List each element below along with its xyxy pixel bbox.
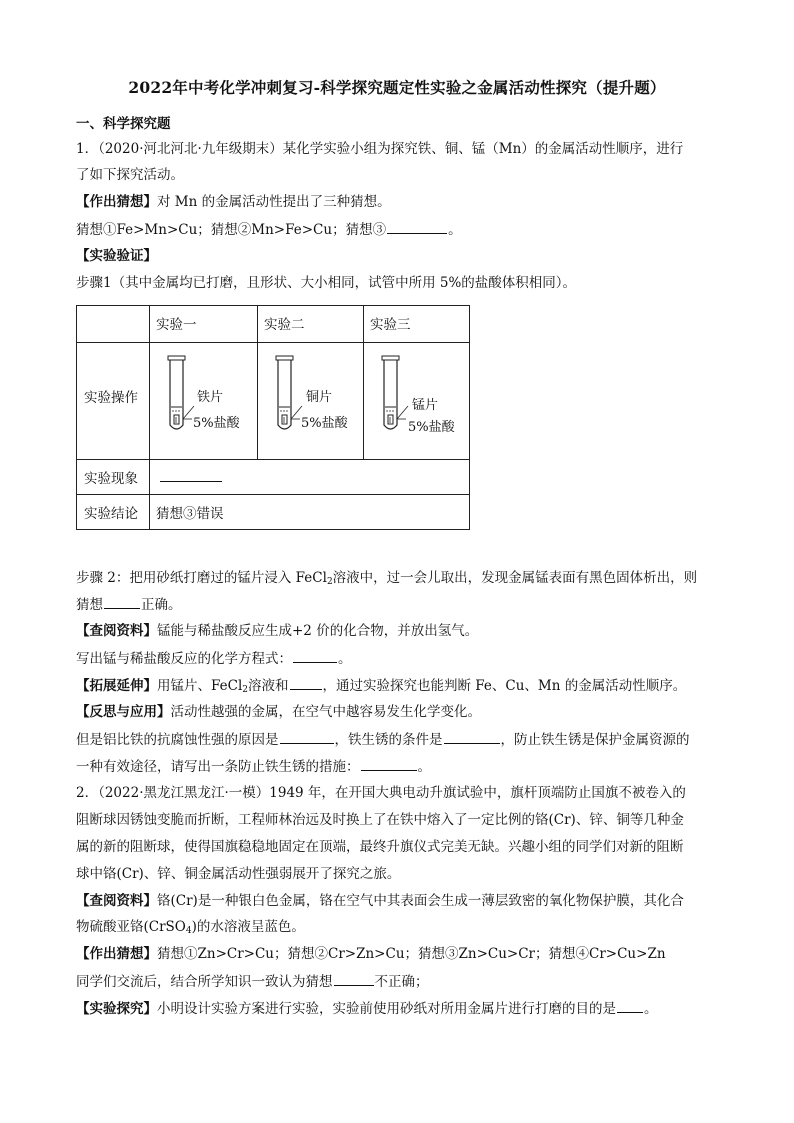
q1-aluminium (76, 730, 690, 749)
equation-end: 。 (338, 651, 352, 667)
q1-step2 (76, 569, 697, 591)
q2-experiment (76, 999, 658, 1018)
q2-experiment-end: 。 (644, 1001, 658, 1017)
q2-discuss (76, 972, 429, 991)
guess-tag: 【作出猜想】 (76, 194, 157, 210)
reflect-tag: 【反思与应用】 (76, 704, 171, 720)
header-exp-3: 实验三 (370, 317, 411, 333)
guess-list-end: 。 (448, 222, 462, 238)
step2-text-a: 步骤 2：把用砂纸打磨过的锰片浸入 FeCl (76, 570, 327, 586)
prevent-end: 。 (417, 759, 431, 775)
q1-step2-cont (76, 595, 182, 614)
q2-line-3: 属的新的阻断球，使得国旗稳稳地固定在顶端，最终升旗仪式完美无缺。兴趣小组的同学们对新的阻断 (76, 839, 684, 855)
verify-tag: 【实验验证】 (76, 248, 157, 264)
aluminium-text-b: ，铁生锈的条件是 (334, 732, 443, 748)
extension-text-a: 用锰片、FeCl (157, 678, 243, 694)
q1-info (76, 622, 478, 640)
aluminium-text-a: 但是铝比铁的抗腐蚀性强的原因是 (76, 732, 279, 748)
reflect-text: 活动性越强的金属，在空气中越容易发生化学变化。 (170, 704, 481, 720)
answer-blank-extension[interactable] (290, 676, 322, 690)
q2-info-tag: 【查阅资料】 (76, 893, 157, 909)
equation-prompt: 写出锰与稀盐酸反应的化学方程式： (76, 651, 292, 667)
info-text: 锰能与稀盐酸反应生成+2 价的化合物，并放出氢气。 (157, 623, 479, 639)
q2-line-4: 球中铬(Cr)、锌、铜金属活动性强弱展开了探究之旅。 (76, 866, 401, 882)
experiment-table (76, 305, 470, 530)
q2-discuss-a: 同学们交流后，结合所学知识一致认为猜想 (76, 974, 333, 990)
q1-reflect (76, 703, 481, 721)
q2-info (76, 892, 684, 910)
q2-info-l2-a: 物硫酸亚铬(CrSO (76, 919, 186, 935)
tube-3-acid-label: 5%盐酸 (408, 420, 455, 435)
q2-guess-tag: 【作出猜想】 (76, 946, 157, 962)
q2-info-line-2 (76, 918, 305, 940)
tube-1-acid-label: 5%盐酸 (193, 416, 240, 431)
answer-blank-polish-purpose[interactable] (617, 999, 643, 1013)
q1-line-2: 了如下探究活动。 (76, 167, 184, 183)
tube-1-metal-label: 铁片 (197, 390, 224, 405)
q1-guess-list (76, 220, 462, 239)
conclusion-text: 猜想③错误 (156, 506, 224, 522)
answer-blank-equation[interactable] (293, 649, 337, 663)
row-label-operation: 实验操作 (84, 390, 138, 406)
step2-text-b: 溶液中，过一会儿取出，发现金属锰表面有黑色固体析出，则 (332, 570, 698, 586)
tube-3-metal-label: 锰片 (412, 398, 439, 413)
guess-list-text: 猜想①Fe>Mn>Cu；猜想②Mn>Fe>Cu；猜想③ (76, 222, 387, 238)
answer-blank-aluminium[interactable] (280, 730, 334, 744)
q1-prevent (76, 757, 431, 776)
header-exp-2: 实验二 (264, 317, 305, 333)
q2-experiment-text: 小明设计实验方案进行实验，实验前使用砂纸对所用金属片进行打磨的目的是 (157, 1001, 616, 1017)
answer-blank-wrong-guess[interactable] (334, 972, 374, 986)
guess-text: 对 Mn 的金属活动性提出了三种猜想。 (157, 194, 391, 210)
answer-blank-guess-correct[interactable] (104, 595, 140, 609)
q2-guess (76, 945, 666, 963)
step2-subscript: 2 (326, 577, 333, 587)
answer-blank-prevent[interactable] (361, 757, 417, 771)
aluminium-text-c: ，防止铁生锈是保护金属资源的 (500, 732, 690, 748)
extension-text-b: 溶液和 (248, 678, 289, 694)
q2-line-1: 2．（2022·黑龙江黑龙江·一模）1949 年，在开国大典电动升旗试验中，旗杆顶端防止国旗不被卷入的 (76, 785, 686, 801)
answer-blank-rust-condition[interactable] (444, 730, 500, 744)
extension-tag: 【拓展延伸】 (76, 678, 157, 694)
step2-text-c2: 正确。 (141, 597, 182, 613)
extension-text-c: ，通过实验探究也能判断 Fe、Cu、Mn 的金属活动性顺序。 (322, 678, 687, 694)
row-label-phenomenon: 实验现象 (84, 471, 138, 487)
q2-line-2: 阻断球因锈蚀变脆而折断，工程师林治远及时换上了在铁中熔入了一定比例的铬(Cr)、锌、铜等几种金 (76, 812, 684, 828)
answer-blank-phenomenon[interactable] (159, 468, 223, 486)
tube-2-acid-label: 5%盐酸 (301, 416, 348, 431)
q1-line-1: 1．（2020·河北河北·九年级期末）某化学实验小组为探究铁、铜、锰（Mn）的金属活动性顺序，进行 (76, 141, 684, 157)
answer-blank-guess3[interactable] (387, 220, 447, 234)
page-title: 2022年中考化学冲刺复习-科学探究题定性实验之金属活动性探究（提升题） (128, 78, 666, 97)
q2-discuss-b: 不正确； (374, 974, 429, 990)
q1-equation (76, 649, 352, 668)
prevent-text: 一种有效途径，请写出一条防止铁生锈的措施： (76, 759, 360, 775)
step2-text-c1: 猜想 (76, 597, 103, 613)
q2-experiment-tag: 【实验探究】 (76, 1001, 157, 1017)
q2-info-subscript: 4 (185, 926, 192, 936)
q2-info-l2-b: )的水溶液呈蓝色。 (191, 919, 305, 935)
q1-extension (76, 676, 686, 699)
info-tag: 【查阅资料】 (76, 623, 157, 639)
q1-step1: 步骤1（其中金属均已打磨，且形状、大小相同，试管中所用 5%的盐酸体积相同）。 (76, 275, 577, 291)
tube-2-metal-label: 铜片 (306, 390, 333, 405)
q1-guess (76, 193, 391, 211)
extension-subscript: 2 (242, 685, 248, 695)
header-exp-1: 实验一 (156, 317, 197, 333)
row-label-conclusion: 实验结论 (84, 506, 138, 522)
q2-guess-text: 猜想①Zn>Cr>Cu；猜想②Cr>Zn>Cu；猜想③Zn>Cu>Cr；猜想④Cr>Cu>Zn (157, 946, 666, 962)
section-heading: 一、科学探究题 (76, 116, 171, 132)
q2-info-text: 铬(Cr)是一种银白色金属，铬在空气中其表面会生成一薄层致密的氧化物保护膜，其化合 (157, 893, 684, 909)
